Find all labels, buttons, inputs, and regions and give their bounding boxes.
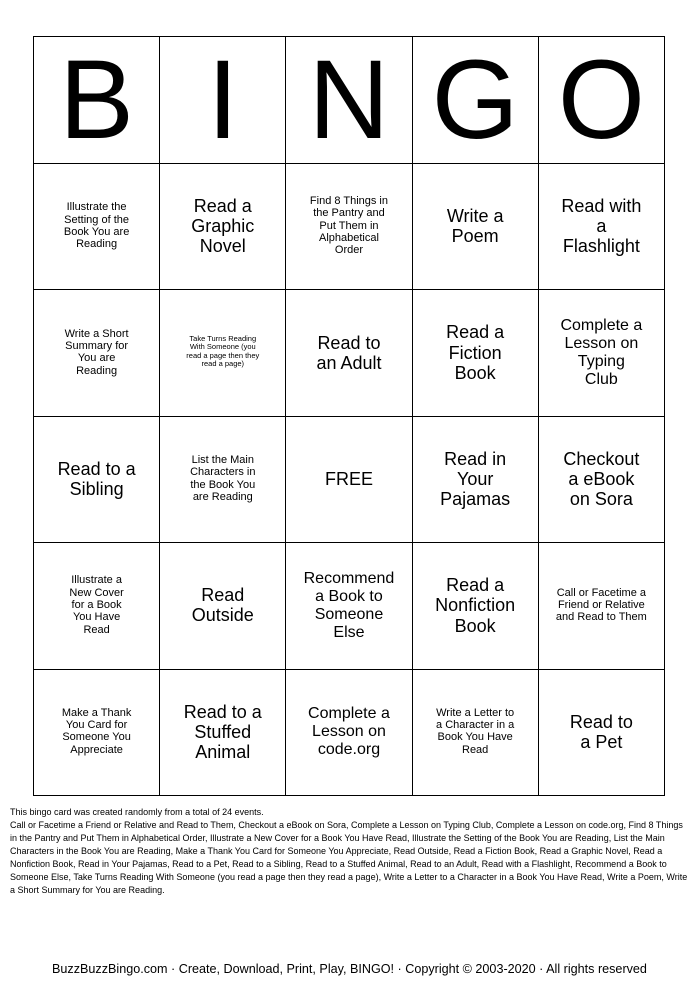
bingo-row xyxy=(34,290,665,416)
header-letter-g: G xyxy=(412,37,538,164)
header-letter-b: B xyxy=(34,37,160,164)
bingo-cell: Read to a Pet xyxy=(538,669,664,795)
bingo-cell: Write a Short Summary for You are Reading xyxy=(34,290,160,416)
bingo-cell: Checkout a eBook on Sora xyxy=(538,416,664,542)
header-letter-o: O xyxy=(538,37,664,164)
header-letter-i: I xyxy=(160,37,286,164)
bingo-cell: List the Main Characters in the Book You are Reading xyxy=(160,416,286,542)
card-info xyxy=(10,806,690,897)
free-cell: FREE xyxy=(286,416,412,542)
bingo-cell: Write a Letter to a Character in a Book You Have Read xyxy=(412,669,538,795)
bingo-row xyxy=(34,164,665,290)
bingo-cell: Take Turns Reading With Someone (you read a page then they read a page) xyxy=(160,290,286,416)
bingo-cell: Read Outside xyxy=(160,543,286,669)
bingo-cell: Illustrate the Setting of the Book You are Reading xyxy=(34,164,160,290)
bingo-cell: Find 8 Things in the Pantry and Put Them in Alphabetical Order xyxy=(286,164,412,290)
bingo-cell: Read to a Stuffed Animal xyxy=(160,669,286,795)
bingo-cell: Call or Facetime a Friend or Relative and Read to Them xyxy=(538,543,664,669)
bingo-cell: Read in Your Pajamas xyxy=(412,416,538,542)
bingo-cell: Read to an Adult xyxy=(286,290,412,416)
bingo-cell: Complete a Lesson on code.org xyxy=(286,669,412,795)
event-list: Call or Facetime a Friend or Relative and Read to Them, Checkout a eBook on Sora, Complete a Lesson on Typing Club, Complete a Lesson on code.org, Find 8 Things in the Pantry and Put Them in Alphabetical Order, Illustrate a New Cover for a Book You Have Read, Illustrate the Setting of the Book You are Reading, List the Main Characters in the Book You are Reading, Make a Thank You Card for Someone You Appreciate, Read Outside, Read a Fiction Book, Read a Graphic Novel, Read a Nonfiction Book, Read in Your Pajamas, Read to a Pet, Read to a Sibling, Read to a Stuffed Animal, Read to an Adult, Read with a Flashlight, Recommend a Book to Someone Else, Take Turns Reading With Someone (you read a page then they read a page), Write a Letter to a Character in a Book You Have Read, Write a Poem, Write a Short Summary for You are Reading. xyxy=(10,820,688,896)
bingo-row xyxy=(34,543,665,669)
bingo-cell: Read a Nonfiction Book xyxy=(412,543,538,669)
bingo-cell: Illustrate a New Cover for a Book You Have Read xyxy=(34,543,160,669)
bingo-row xyxy=(34,669,665,795)
bingo-cell: Recommend a Book to Someone Else xyxy=(286,543,412,669)
bingo-cell: Write a Poem xyxy=(412,164,538,290)
bingo-cell: Read to a Sibling xyxy=(34,416,160,542)
bingo-cell: Read a Graphic Novel xyxy=(160,164,286,290)
bingo-row xyxy=(34,416,665,542)
header-row xyxy=(34,37,665,164)
bingo-cell: Read a Fiction Book xyxy=(412,290,538,416)
bingo-cell: Complete a Lesson on Typing Club xyxy=(538,290,664,416)
header-letter-n: N xyxy=(286,37,412,164)
created-note: This bingo card was created randomly from a total of 24 events. xyxy=(10,807,264,817)
bingo-cell: Read with a Flashlight xyxy=(538,164,664,290)
bingo-card xyxy=(33,36,665,796)
copyright-line: BuzzBuzzBingo.com · Create, Download, Print, Play, BINGO! · Copyright © 2003-2020 · All rights reserved xyxy=(52,962,647,976)
bingo-cell: Make a Thank You Card for Someone You Appreciate xyxy=(34,669,160,795)
